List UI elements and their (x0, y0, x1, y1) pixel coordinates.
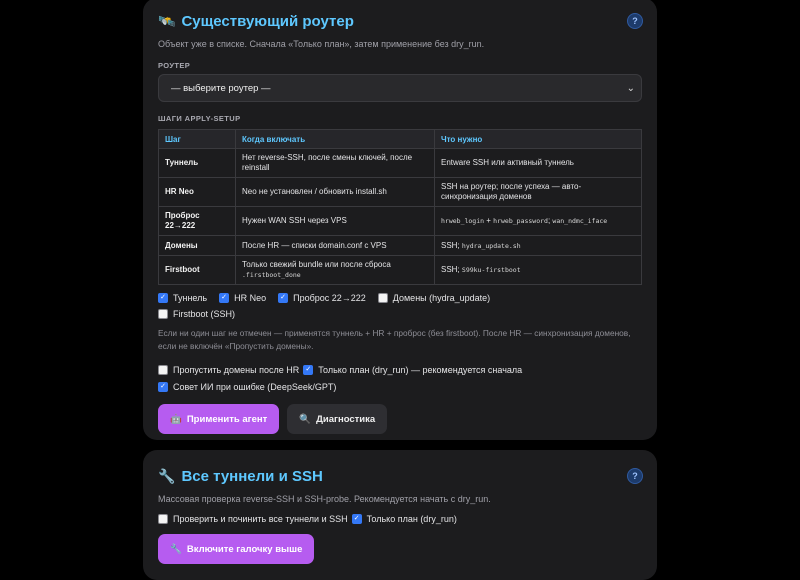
need-text: SSH; (441, 240, 462, 250)
when-cell (236, 256, 435, 285)
action-buttons (158, 534, 642, 564)
checkbox-checked-icon[interactable]: ✓ (303, 365, 313, 375)
steps-label: ШАГИ APPLY-SETUP (158, 114, 241, 123)
router-select-value: — выберите роутер — (171, 82, 271, 94)
when-cell: Neo не установлен / обновить install.sh (236, 178, 435, 207)
magnifier-icon: 🔍 (299, 413, 312, 425)
checkbox-label: Только план (dry_run) — рекомендуется сначала (318, 365, 523, 375)
separator: ; (547, 216, 553, 225)
step-cell: HR Neo (159, 178, 236, 207)
need-cell (435, 236, 642, 256)
checkbox-hr-neo[interactable] (219, 293, 266, 303)
checkbox-checked-icon[interactable]: ✓ (158, 293, 168, 303)
checkbox-label: Firstboot (SSH) (173, 309, 236, 319)
checkbox-label: HR Neo (234, 293, 267, 303)
mono-value: wan_ndmc_iface (552, 217, 608, 225)
help-button[interactable]: ? (627, 13, 643, 29)
col-need-header: Что нужно (435, 130, 642, 149)
card-description: Массовая проверка reverse-SSH и SSH-probe. Рекомендуется начать с dry_run. (158, 494, 491, 504)
step-checkboxes (158, 293, 642, 319)
mono-value: hrweb_password (493, 217, 548, 225)
checkbox-checked-icon[interactable]: ✓ (278, 293, 288, 303)
need-cell: Entware SSH или активный туннель (435, 149, 642, 178)
card-title (158, 468, 323, 485)
checkbox-port-forward[interactable] (278, 293, 366, 303)
card-header (158, 465, 642, 487)
checkbox-tunnel[interactable] (158, 293, 207, 303)
card-description: Объект уже в списке. Сначала «Только план», затем применение без dry_run. (158, 39, 485, 49)
wrench-icon: 🔧 (158, 467, 176, 484)
checkbox-label: Домены (hydra_update) (392, 293, 491, 303)
button-label: Применить агент (186, 413, 268, 425)
button-label: Диагностика (316, 413, 376, 425)
table-row (159, 256, 642, 285)
all-tunnels-card (143, 450, 657, 580)
help-button[interactable]: ? (627, 468, 643, 484)
card-header (158, 10, 642, 32)
checkbox-check-fix[interactable] (158, 514, 348, 524)
ai-row (158, 382, 642, 392)
checkbox-label: Проверить и починить все туннели и SSH (173, 514, 348, 524)
checkbox-label: Совет ИИ при ошибке (DeepSeek/GPT) (173, 382, 337, 392)
checkbox-unchecked-icon[interactable] (158, 365, 168, 375)
checkbox-label: Туннель (173, 293, 208, 303)
robot-icon: 🤖 (170, 413, 182, 425)
action-buttons (158, 404, 642, 434)
options-row (158, 365, 642, 375)
mono-value: hrweb_login (441, 217, 485, 225)
mono-value: .firstboot_done (242, 271, 301, 279)
checkbox-label: Только план (dry_run) (366, 514, 457, 524)
tunnel-options-row (158, 514, 642, 524)
checkbox-firstboot[interactable] (158, 309, 642, 319)
checkbox-checked-icon[interactable]: ✓ (352, 514, 362, 524)
router-select[interactable] (158, 74, 642, 102)
card-title-text: Существующий роутер (181, 12, 354, 30)
step-cell: Домены (159, 236, 236, 256)
checkbox-skip-domains[interactable] (158, 365, 299, 375)
table-row (159, 207, 642, 236)
when-text: Только свежий bundle или после сброса (242, 260, 391, 269)
need-cell (435, 207, 642, 236)
need-cell (435, 256, 642, 285)
checkbox-plan-only[interactable] (303, 365, 522, 375)
col-step-header: Шаг (159, 130, 236, 149)
need-text: SSH; (441, 265, 462, 274)
checkbox-domains[interactable] (378, 293, 490, 303)
when-cell: После HR — списки domain.conf с VPS (236, 236, 435, 256)
checkbox-unchecked-icon[interactable] (158, 514, 168, 524)
mono-value: S99ku-firstboot (461, 266, 521, 274)
mono-value: hydra_update.sh (461, 241, 521, 250)
step-cell: Проброс 22→222 (159, 207, 236, 236)
checkbox-unchecked-icon[interactable] (378, 293, 388, 303)
need-cell: SSH на роутер; после успеха — авто-синхронизация доменов (435, 178, 642, 207)
checkbox-plan-only-tunnels[interactable] (352, 514, 457, 524)
table-header-row (159, 130, 642, 149)
col-when-header: Когда включать (236, 130, 435, 149)
checkbox-unchecked-icon[interactable] (158, 309, 168, 319)
checkbox-checked-icon[interactable]: ✓ (158, 382, 168, 392)
apply-agent-button[interactable] (158, 404, 279, 434)
when-cell: Нет reverse-SSH, после смены ключей, после reinstall (236, 149, 435, 178)
steps-table (158, 129, 642, 285)
existing-router-card (143, 0, 657, 440)
checkbox-checked-icon[interactable]: ✓ (219, 293, 229, 303)
when-cell: Нужен WAN SSH через VPS (236, 207, 435, 236)
table-row (159, 149, 642, 178)
wrench-icon: 🔧 (170, 543, 182, 555)
checkbox-label: Проброс 22→222 (293, 293, 366, 303)
separator: + (484, 216, 494, 225)
enable-checkbox-button[interactable] (158, 534, 314, 564)
chevron-down-icon: ⌄ (626, 82, 635, 94)
satellite-icon: 🛰️ (158, 12, 176, 29)
step-cell: Туннель (159, 149, 236, 178)
checkbox-label: Пропустить домены после HR (173, 365, 300, 375)
card-title (158, 13, 354, 30)
diagnostics-button[interactable] (287, 404, 387, 434)
step-cell: Firstboot (159, 256, 236, 285)
table-row (159, 236, 642, 256)
router-label: РОУТЕР (158, 61, 191, 70)
card-title-text: Все туннели и SSH (181, 467, 323, 485)
button-label: Включите галочку выше (186, 543, 303, 555)
steps-note: Если ни один шаг не отмечен — применятся туннель + HR + проброс (без firstboot). После HR — синхронизация доменов, если не включён «Пропустить домены». (158, 328, 631, 351)
table-row (159, 178, 642, 207)
checkbox-ai-advice[interactable] (158, 382, 336, 392)
